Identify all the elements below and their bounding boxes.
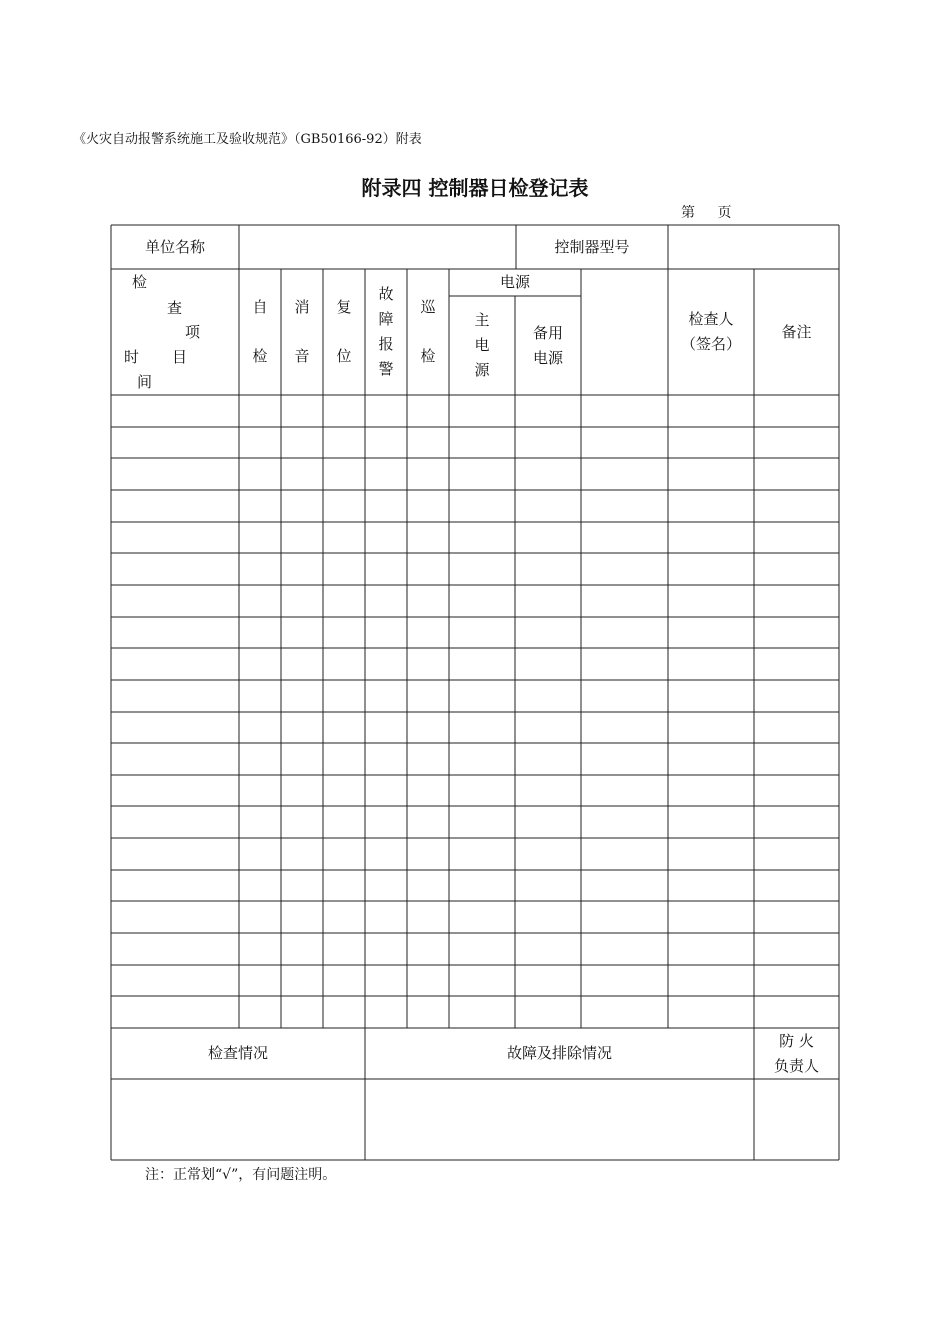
table-cell[interactable] xyxy=(239,712,281,744)
table-cell[interactable] xyxy=(668,522,754,554)
col-patrol-char1: 巡 xyxy=(420,298,436,316)
table-cell[interactable] xyxy=(668,965,754,997)
col-reset-char1: 复 xyxy=(336,298,352,316)
controller-model-field[interactable] xyxy=(668,225,839,269)
table-cell[interactable] xyxy=(323,617,365,649)
table-cell[interactable] xyxy=(323,680,365,712)
table-cell[interactable] xyxy=(239,965,281,997)
table-cell[interactable] xyxy=(281,806,323,838)
table-cell[interactable] xyxy=(754,838,839,870)
table-cell[interactable] xyxy=(323,427,365,459)
table-cell[interactable] xyxy=(365,965,407,997)
unit-name-field[interactable] xyxy=(239,225,516,269)
table-cell[interactable] xyxy=(581,743,668,775)
table-cell[interactable] xyxy=(239,806,281,838)
table-cell[interactable] xyxy=(668,775,754,807)
table-cell[interactable] xyxy=(668,395,754,427)
table-cell[interactable] xyxy=(515,585,581,617)
table-cell[interactable] xyxy=(281,585,323,617)
col-patrol-char2: 检 xyxy=(420,347,436,365)
table-cell[interactable] xyxy=(754,553,839,585)
table-cell[interactable] xyxy=(281,901,323,933)
table-cell[interactable] xyxy=(754,585,839,617)
table-cell[interactable] xyxy=(323,870,365,902)
table-cell[interactable] xyxy=(111,838,239,870)
table-cell[interactable] xyxy=(449,648,515,680)
col-inspector xyxy=(668,269,754,395)
table-cell[interactable] xyxy=(754,680,839,712)
table-cell[interactable] xyxy=(754,395,839,427)
table-cell[interactable] xyxy=(581,996,668,1028)
table-cell[interactable] xyxy=(668,680,754,712)
table-cell[interactable] xyxy=(111,458,239,490)
table-cell[interactable] xyxy=(365,490,407,522)
col-reset-char2: 位 xyxy=(336,347,352,365)
table-cell[interactable] xyxy=(281,743,323,775)
table-cell[interactable] xyxy=(281,996,323,1028)
table-cell[interactable] xyxy=(449,585,515,617)
document-header: 《火灾自动报警系统施工及验收规范》（GB50166-92）附表 xyxy=(73,132,422,147)
col-power-group: 电源 xyxy=(499,273,530,291)
table-cell[interactable] xyxy=(515,648,581,680)
col-silence-char2: 音 xyxy=(294,347,310,365)
table-cell[interactable] xyxy=(111,933,239,965)
table-cell[interactable] xyxy=(365,458,407,490)
table-cell[interactable] xyxy=(365,395,407,427)
table-cell[interactable] xyxy=(323,553,365,585)
table-cell[interactable] xyxy=(754,775,839,807)
table-cell[interactable] xyxy=(111,806,239,838)
table-cell[interactable] xyxy=(323,743,365,775)
table-cell[interactable] xyxy=(668,648,754,680)
table-cell[interactable] xyxy=(111,553,239,585)
table-cell[interactable] xyxy=(668,996,754,1028)
table-cell[interactable] xyxy=(281,775,323,807)
table-cell[interactable] xyxy=(515,870,581,902)
table-cell[interactable] xyxy=(407,617,449,649)
table-cell[interactable] xyxy=(407,553,449,585)
table-cell[interactable] xyxy=(449,743,515,775)
table-cell[interactable] xyxy=(281,522,323,554)
table-cell[interactable] xyxy=(239,743,281,775)
table-cell[interactable] xyxy=(323,712,365,744)
table-cell[interactable] xyxy=(407,648,449,680)
fire-officer-line1: 防 火 xyxy=(779,1031,814,1050)
table-cell[interactable] xyxy=(754,901,839,933)
table-cell[interactable] xyxy=(407,680,449,712)
table-cell[interactable] xyxy=(407,806,449,838)
page-number-label: 第 页 xyxy=(681,205,732,221)
table-cell[interactable] xyxy=(449,522,515,554)
table-cell[interactable] xyxy=(239,996,281,1028)
table-cell[interactable] xyxy=(515,712,581,744)
table-cell[interactable] xyxy=(754,458,839,490)
col-self-check-char1: 自 xyxy=(252,298,268,316)
table-cell[interactable] xyxy=(239,933,281,965)
table-cell[interactable] xyxy=(668,490,754,522)
table-cell[interactable] xyxy=(515,395,581,427)
table-cell[interactable] xyxy=(323,775,365,807)
fault-handling-field[interactable] xyxy=(365,1079,754,1160)
col-backup-power-line2: 电源 xyxy=(532,348,563,367)
diag-char-interval: 间 xyxy=(137,373,153,391)
col-inspector-line2: （签名） xyxy=(680,335,741,353)
table-cell[interactable] xyxy=(449,775,515,807)
table-cell[interactable] xyxy=(581,553,668,585)
table-cell[interactable] xyxy=(111,648,239,680)
table-cell[interactable] xyxy=(581,395,668,427)
table-cell[interactable] xyxy=(323,838,365,870)
table-cell[interactable] xyxy=(668,553,754,585)
fire-officer-line2: 负责人 xyxy=(773,1056,819,1075)
table-cell[interactable] xyxy=(239,870,281,902)
table-cell[interactable] xyxy=(754,965,839,997)
table-cell[interactable] xyxy=(281,395,323,427)
table-cell[interactable] xyxy=(581,775,668,807)
table-cell[interactable] xyxy=(581,838,668,870)
table-cell[interactable] xyxy=(323,395,365,427)
diag-char-eye: 目 xyxy=(172,348,188,366)
diag-char-check: 检 xyxy=(132,273,148,291)
col-patrol xyxy=(407,269,449,395)
table-cell[interactable] xyxy=(111,870,239,902)
table-cell[interactable] xyxy=(407,712,449,744)
table-cell[interactable] xyxy=(515,901,581,933)
table-cell[interactable] xyxy=(281,648,323,680)
table-cell[interactable] xyxy=(449,458,515,490)
table-cell[interactable] xyxy=(407,838,449,870)
table-cell[interactable] xyxy=(239,680,281,712)
table-cell[interactable] xyxy=(581,965,668,997)
col-fault-alarm-char4: 警 xyxy=(378,360,394,378)
diag-char-item: 项 xyxy=(185,323,201,341)
table-cell[interactable] xyxy=(581,870,668,902)
table-cell[interactable] xyxy=(668,427,754,459)
table-cell[interactable] xyxy=(754,712,839,744)
table-cell[interactable] xyxy=(281,838,323,870)
col-backup-power xyxy=(515,296,581,395)
col-fault-alarm xyxy=(365,269,407,395)
table-cell[interactable] xyxy=(239,553,281,585)
table-cell[interactable] xyxy=(449,806,515,838)
table-cell[interactable] xyxy=(281,965,323,997)
table-cell[interactable] xyxy=(281,490,323,522)
table-cell[interactable] xyxy=(365,522,407,554)
col-fault-alarm-char3: 报 xyxy=(378,335,394,353)
col-main-power-char1: 主 xyxy=(474,311,490,329)
table-cell[interactable] xyxy=(754,490,839,522)
table-cell[interactable] xyxy=(449,553,515,585)
table-cell[interactable] xyxy=(323,996,365,1028)
table-cell[interactable] xyxy=(239,427,281,459)
table-cell[interactable] xyxy=(323,901,365,933)
table-cell[interactable] xyxy=(668,870,754,902)
check-status-label: 检查情况 xyxy=(207,1044,268,1062)
table-cell[interactable] xyxy=(323,522,365,554)
table-cell[interactable] xyxy=(111,712,239,744)
table-cell[interactable] xyxy=(668,838,754,870)
table-cell[interactable] xyxy=(581,458,668,490)
table-cell[interactable] xyxy=(668,458,754,490)
table-cell[interactable] xyxy=(111,617,239,649)
table-cell[interactable] xyxy=(449,617,515,649)
table-cell[interactable] xyxy=(111,585,239,617)
table-cell[interactable] xyxy=(668,585,754,617)
table-cell[interactable] xyxy=(754,617,839,649)
col-reset xyxy=(323,269,365,395)
table-cell[interactable] xyxy=(581,901,668,933)
col-fault-alarm-char2: 障 xyxy=(378,310,394,328)
table-cell[interactable] xyxy=(281,458,323,490)
table-cell[interactable] xyxy=(407,490,449,522)
table-cell[interactable] xyxy=(407,427,449,459)
table-cell[interactable] xyxy=(281,712,323,744)
table-cell[interactable] xyxy=(449,901,515,933)
table-cell[interactable] xyxy=(281,933,323,965)
table-cell[interactable] xyxy=(323,806,365,838)
table-cell[interactable] xyxy=(668,712,754,744)
table-cell[interactable] xyxy=(581,427,668,459)
table-cell[interactable] xyxy=(323,458,365,490)
table-cell[interactable] xyxy=(407,743,449,775)
col-self-check-char2: 检 xyxy=(252,347,268,365)
table-cell[interactable] xyxy=(515,806,581,838)
table-cell[interactable] xyxy=(365,427,407,459)
table-cell[interactable] xyxy=(581,712,668,744)
table-cell[interactable] xyxy=(365,617,407,649)
diag-char-time: 时 xyxy=(124,348,140,366)
table-cell[interactable] xyxy=(754,870,839,902)
form-title: 附录四 控制器日检登记表 xyxy=(361,176,589,200)
table-cell[interactable] xyxy=(239,617,281,649)
table-cell[interactable] xyxy=(365,743,407,775)
table-cell[interactable] xyxy=(239,648,281,680)
table-cell[interactable] xyxy=(515,427,581,459)
col-main-power xyxy=(449,296,515,395)
table-cell[interactable] xyxy=(449,838,515,870)
table-cell[interactable] xyxy=(581,585,668,617)
table-cell[interactable] xyxy=(449,427,515,459)
table-cell[interactable] xyxy=(754,427,839,459)
table-cell[interactable] xyxy=(754,743,839,775)
table-cell[interactable] xyxy=(581,648,668,680)
table-cell[interactable] xyxy=(407,870,449,902)
table-cell[interactable] xyxy=(365,775,407,807)
table-cell[interactable] xyxy=(449,712,515,744)
table-cell[interactable] xyxy=(449,680,515,712)
check-status-field[interactable] xyxy=(111,1079,365,1160)
table-cell[interactable] xyxy=(239,458,281,490)
col-silence-char1: 消 xyxy=(294,298,310,316)
table-cell[interactable] xyxy=(239,522,281,554)
fire-officer-signature-field[interactable] xyxy=(754,1079,839,1160)
table-cell[interactable] xyxy=(281,680,323,712)
col-fault-alarm-char1: 故 xyxy=(378,285,394,303)
table-cell[interactable] xyxy=(754,806,839,838)
col-self-check xyxy=(239,269,281,395)
table-cell[interactable] xyxy=(323,648,365,680)
table-cell[interactable] xyxy=(449,490,515,522)
table-cell[interactable] xyxy=(754,522,839,554)
table-cell[interactable] xyxy=(754,996,839,1028)
table-cell[interactable] xyxy=(407,965,449,997)
table-cell[interactable] xyxy=(754,933,839,965)
table-cell[interactable] xyxy=(754,648,839,680)
table-cell[interactable] xyxy=(515,680,581,712)
table-cell[interactable] xyxy=(407,775,449,807)
col-main-power-char3: 源 xyxy=(474,361,490,379)
table-cell[interactable] xyxy=(515,553,581,585)
table-cell[interactable] xyxy=(515,775,581,807)
table-cell[interactable] xyxy=(668,617,754,649)
table-cell[interactable] xyxy=(239,775,281,807)
table-cell[interactable] xyxy=(323,585,365,617)
table-cell[interactable] xyxy=(515,933,581,965)
table-cell[interactable] xyxy=(515,838,581,870)
table-cell[interactable] xyxy=(111,490,239,522)
table-cell[interactable] xyxy=(581,522,668,554)
table-cell[interactable] xyxy=(581,617,668,649)
table-cell[interactable] xyxy=(449,996,515,1028)
table-cell[interactable] xyxy=(365,712,407,744)
table-cell[interactable] xyxy=(323,490,365,522)
table-cell[interactable] xyxy=(111,522,239,554)
table-cell[interactable] xyxy=(365,838,407,870)
table-cell[interactable] xyxy=(239,901,281,933)
table-cell[interactable] xyxy=(239,490,281,522)
table-cell[interactable] xyxy=(111,680,239,712)
table-cell[interactable] xyxy=(323,965,365,997)
table-cell[interactable] xyxy=(668,743,754,775)
table-cell[interactable] xyxy=(581,806,668,838)
table-cell[interactable] xyxy=(449,965,515,997)
table-cell[interactable] xyxy=(515,458,581,490)
table-cell[interactable] xyxy=(449,870,515,902)
table-cell[interactable] xyxy=(407,458,449,490)
table-cell[interactable] xyxy=(668,806,754,838)
fault-handling-label: 故障及排除情况 xyxy=(506,1044,612,1062)
table-cell[interactable] xyxy=(407,996,449,1028)
table-cell[interactable] xyxy=(515,617,581,649)
table-cell[interactable] xyxy=(407,933,449,965)
table-cell[interactable] xyxy=(365,996,407,1028)
col-remarks: 备注 xyxy=(781,322,812,341)
table-cell[interactable] xyxy=(281,553,323,585)
table-cell[interactable] xyxy=(515,490,581,522)
table-cell[interactable] xyxy=(239,395,281,427)
table-cell[interactable] xyxy=(449,395,515,427)
footnote: 注：正常划“√”，有问题注明。 xyxy=(145,1167,337,1183)
table-cell[interactable] xyxy=(111,775,239,807)
table-cell[interactable] xyxy=(323,933,365,965)
table-cell[interactable] xyxy=(515,996,581,1028)
controller-model-label: 控制器型号 xyxy=(554,237,630,256)
col-main-power-char2: 电 xyxy=(474,336,490,354)
table-cell[interactable] xyxy=(365,901,407,933)
table-cell[interactable] xyxy=(515,965,581,997)
col-backup-power-line1: 备用 xyxy=(532,323,563,342)
table-cell[interactable] xyxy=(449,933,515,965)
table-cell[interactable] xyxy=(407,522,449,554)
col-blank xyxy=(581,269,668,395)
table-cell[interactable] xyxy=(365,648,407,680)
table-cell[interactable] xyxy=(365,553,407,585)
table-cell[interactable] xyxy=(365,806,407,838)
table-cell[interactable] xyxy=(281,617,323,649)
table-cell[interactable] xyxy=(111,965,239,997)
table-cell[interactable] xyxy=(111,743,239,775)
table-cell[interactable] xyxy=(515,743,581,775)
table-cell[interactable] xyxy=(111,996,239,1028)
table-cell[interactable] xyxy=(239,585,281,617)
table-cell[interactable] xyxy=(281,427,323,459)
fire-officer-label xyxy=(754,1028,839,1079)
table-cell[interactable] xyxy=(365,680,407,712)
table-cell[interactable] xyxy=(668,933,754,965)
table-cell[interactable] xyxy=(111,427,239,459)
col-silence xyxy=(281,269,323,395)
table-cell[interactable] xyxy=(111,395,239,427)
table-cell[interactable] xyxy=(281,870,323,902)
table-cell[interactable] xyxy=(111,901,239,933)
table-cell[interactable] xyxy=(515,522,581,554)
col-inspector-line1: 检查人 xyxy=(688,310,734,328)
table-cell[interactable] xyxy=(581,680,668,712)
unit-name-label: 单位名称 xyxy=(144,237,205,256)
table-cell[interactable] xyxy=(365,585,407,617)
table-cell[interactable] xyxy=(365,933,407,965)
diag-char-inspect: 查 xyxy=(167,299,183,317)
table-cell[interactable] xyxy=(407,585,449,617)
table-cell[interactable] xyxy=(239,838,281,870)
table-cell[interactable] xyxy=(365,870,407,902)
table-cell[interactable] xyxy=(407,901,449,933)
table-cell[interactable] xyxy=(581,490,668,522)
table-cell[interactable] xyxy=(668,901,754,933)
table-cell[interactable] xyxy=(581,933,668,965)
table-cell[interactable] xyxy=(407,395,449,427)
